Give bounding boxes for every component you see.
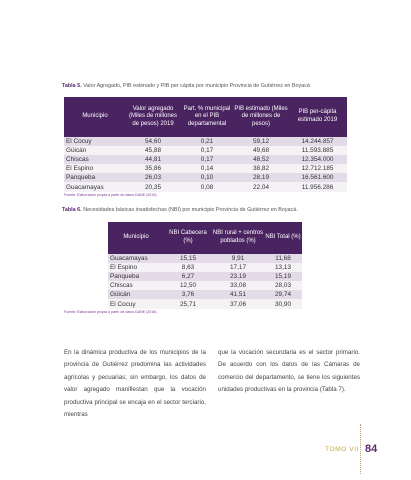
- table-row: [108, 281, 302, 290]
- table6-header: NBI rural + centros poblados (%): [212, 222, 264, 254]
- table5-cell: 0,17: [180, 146, 234, 155]
- table6-cell: Panqueba: [108, 272, 164, 281]
- table6-caption-text: Necesidades básicas insatisfechas (NBI) por municipio Provincia de Gutiérrez en Boyacá.: [83, 207, 298, 213]
- table-row: [64, 155, 347, 164]
- table5-header: Part. % municipal en el PIB departamental: [180, 97, 234, 137]
- table-row: [108, 299, 302, 308]
- table5-cell: Chiscas: [64, 155, 126, 164]
- page-number: 84: [365, 443, 378, 455]
- table6-cell: 11,68: [264, 254, 302, 263]
- table5-header: PIB per-cápita estimado 2019: [288, 97, 347, 137]
- table5-cell: 12.354.000: [288, 155, 347, 164]
- table5-cell: 35,86: [126, 164, 180, 173]
- table5-cell: 0,21: [180, 137, 234, 146]
- table5: [64, 97, 347, 192]
- table5-cell: 0,08: [180, 182, 234, 191]
- table5-cell: 22,04: [234, 182, 288, 191]
- table6: [108, 222, 302, 309]
- table-row: [64, 146, 347, 155]
- table5-cell: 14.244.857: [288, 137, 347, 146]
- table6-header: NBI Total (%): [264, 222, 302, 254]
- table5-header: Municipio: [64, 97, 126, 137]
- table6-cell: 29,74: [264, 290, 302, 299]
- table6-cell: 41,51: [212, 290, 264, 299]
- table5-cell: El Espino: [64, 164, 126, 173]
- table5-caption: [62, 83, 310, 89]
- table6-caption: [62, 207, 298, 213]
- table6-cell: 33,08: [212, 281, 264, 290]
- table5-cell: 28,19: [234, 173, 288, 182]
- body-paragraph-col2: que la vocación secundaria es el sector primario. De acuerdo con los datos de las Cámaras de comercio del departamento, se tiene los siguientes unidades productivas en la provincia (Tabla 7).: [218, 349, 360, 394]
- table6-cell: El Cocuy: [108, 299, 164, 308]
- table5-cell: 0,10: [180, 173, 234, 182]
- table6-cell: 3,76: [164, 290, 212, 299]
- table6-header: NBI Cabecera (%): [164, 222, 212, 254]
- table6-cell: 8,63: [164, 263, 212, 272]
- table6-cell: 17,17: [212, 263, 264, 272]
- table-row: [108, 272, 302, 281]
- table6-cell: 13,13: [264, 263, 302, 272]
- table5-cell: 26,03: [126, 173, 180, 182]
- table6-cell: El Espino: [108, 263, 164, 272]
- table5-cell: Güicán: [64, 146, 126, 155]
- footer-volume-title: TOMO VII: [325, 446, 359, 453]
- footer-divider: [360, 424, 362, 474]
- table5-cell: 0,17: [180, 155, 234, 164]
- table5-cell: 59,12: [234, 137, 288, 146]
- table5-cell: 11.956.286: [288, 182, 347, 191]
- table6-source: Fuente: Elaboración propia a partir de datos DANE (2018).: [64, 310, 158, 314]
- table5-cell: 48,52: [234, 155, 288, 164]
- table-row: [64, 137, 347, 146]
- table5-cell: 20,35: [126, 182, 180, 191]
- table-row: [108, 290, 302, 299]
- table-row: [108, 263, 302, 272]
- table6-cell: 28,03: [264, 281, 302, 290]
- table5-source: Fuente: Elaboración propia a partir de datos DANE (2019).: [64, 193, 158, 197]
- table6-cell: 30,90: [264, 299, 302, 308]
- table5-cell: 54,60: [126, 137, 180, 146]
- table5-cell: El Cocuy: [64, 137, 126, 146]
- table5-cell: 16.561.600: [288, 173, 347, 182]
- table5-cell: 0,14: [180, 164, 234, 173]
- table5-header: PIB estimado (Miles de millones de pesos): [234, 97, 288, 137]
- table-row: [64, 173, 347, 182]
- table-row: [64, 182, 347, 191]
- table5-cell: 49,68: [234, 146, 288, 155]
- table5-label: Tabla 5.: [62, 83, 82, 89]
- table-row: [108, 254, 302, 263]
- table6-cell: 37,06: [212, 299, 264, 308]
- table-row: [64, 164, 347, 173]
- table5-header: Valor agregado (Miles de millones de pesos) 2019: [126, 97, 180, 137]
- table6-header: Municipio: [108, 222, 164, 254]
- table5-cell: 45,88: [126, 146, 180, 155]
- table6-cell: Chiscas: [108, 281, 164, 290]
- table6-cell: 12,50: [164, 281, 212, 290]
- table6-cell: Guacamayas: [108, 254, 164, 263]
- table5-cell: Panqueba: [64, 173, 126, 182]
- table5-cell: 38,82: [234, 164, 288, 173]
- table6-cell: 15,19: [264, 272, 302, 281]
- table6-label: Tabla 6.: [62, 207, 82, 213]
- table5-cell: 12.712.185: [288, 164, 347, 173]
- body-paragraph-col1: En la dinámica productiva de los municipios de la provincia de Gutiérrez predomina las actividades agrícolas y pecuarias; sin embargo, los datos de valor agregado manifiestan que la vocación productiva principal se encaja en el sector terciario, mientras: [64, 349, 206, 419]
- table6-cell: Güicán: [108, 290, 164, 299]
- table5-cell: Guacamayas: [64, 182, 126, 191]
- table5-cell: 44,81: [126, 155, 180, 164]
- table6-cell: 9,91: [212, 254, 264, 263]
- table6-cell: 23,19: [212, 272, 264, 281]
- table6-cell: 25,71: [164, 299, 212, 308]
- table6-cell: 6,27: [164, 272, 212, 281]
- table5-cell: 11.593.885: [288, 146, 347, 155]
- table5-caption-text: Valor Agregado, PIB estimado y PIB per cápita por municipio Provincia de Gutiérrez en Boyacá: [83, 83, 310, 89]
- table6-cell: 15,15: [164, 254, 212, 263]
